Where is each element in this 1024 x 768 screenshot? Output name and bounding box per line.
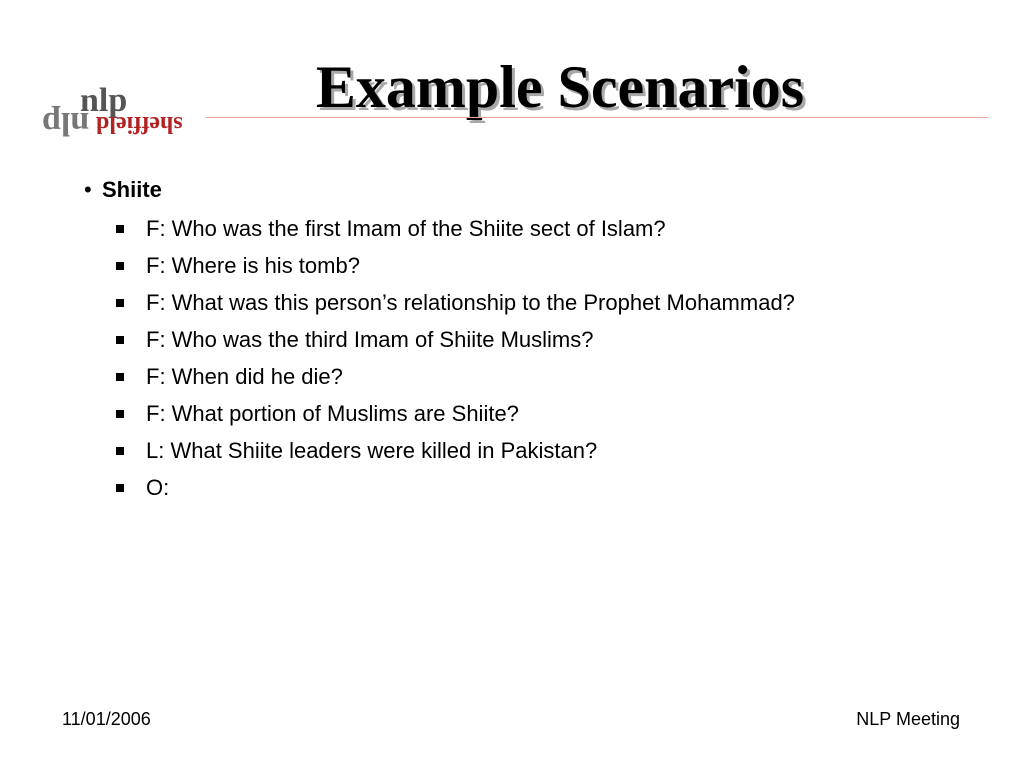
square-bullet-icon: [116, 410, 124, 418]
logo-sheffield-flipped-text: sheffield: [96, 111, 183, 137]
list-item-text: F: What was this person’s relationship to the Prophet Mohammad?: [146, 290, 795, 315]
list-item-text: F: Who was the first Imam of the Shiite sect of Islam?: [146, 216, 666, 241]
list-item: [74, 395, 974, 432]
square-bullet-icon: [116, 299, 124, 307]
title-divider: [206, 117, 988, 118]
footer-date: 11/01/2006: [62, 709, 151, 729]
logo-nlp-text: nlp: [80, 82, 128, 119]
round-bullet-icon: •: [84, 177, 92, 202]
list-item: [74, 284, 974, 321]
slide-body: [74, 174, 974, 506]
list-item: [74, 321, 974, 358]
footer-event: NLP Meeting: [856, 709, 960, 729]
slide-title: Example Scenarios: [315, 54, 805, 120]
square-bullet-icon: [116, 373, 124, 381]
square-bullet-icon: [116, 336, 124, 344]
square-bullet-icon: [116, 262, 124, 270]
section-heading: Shiite: [102, 177, 162, 202]
section-heading-row: [74, 174, 974, 206]
sheffield-nlp-logo: [40, 84, 220, 154]
list-item: [74, 247, 974, 284]
logo-nlp-flipped-text: nlp: [42, 105, 90, 142]
list-item: [74, 432, 974, 469]
square-bullet-icon: [116, 484, 124, 492]
list-item-text: F: Who was the third Imam of Shiite Muslims?: [146, 327, 594, 352]
list-item-text: F: What portion of Muslims are Shiite?: [146, 401, 519, 426]
list-item-text: L: What Shiite leaders were killed in Pakistan?: [146, 438, 598, 463]
list-item: [74, 469, 974, 506]
list-item: [74, 210, 974, 247]
list-item-text: F: Where is his tomb?: [146, 253, 360, 278]
square-bullet-icon: [116, 225, 124, 233]
question-list: [74, 210, 974, 506]
square-bullet-icon: [116, 447, 124, 455]
list-item: [74, 358, 974, 395]
list-item-text: O:: [146, 475, 170, 500]
list-item-text: F: When did he die?: [146, 364, 343, 389]
